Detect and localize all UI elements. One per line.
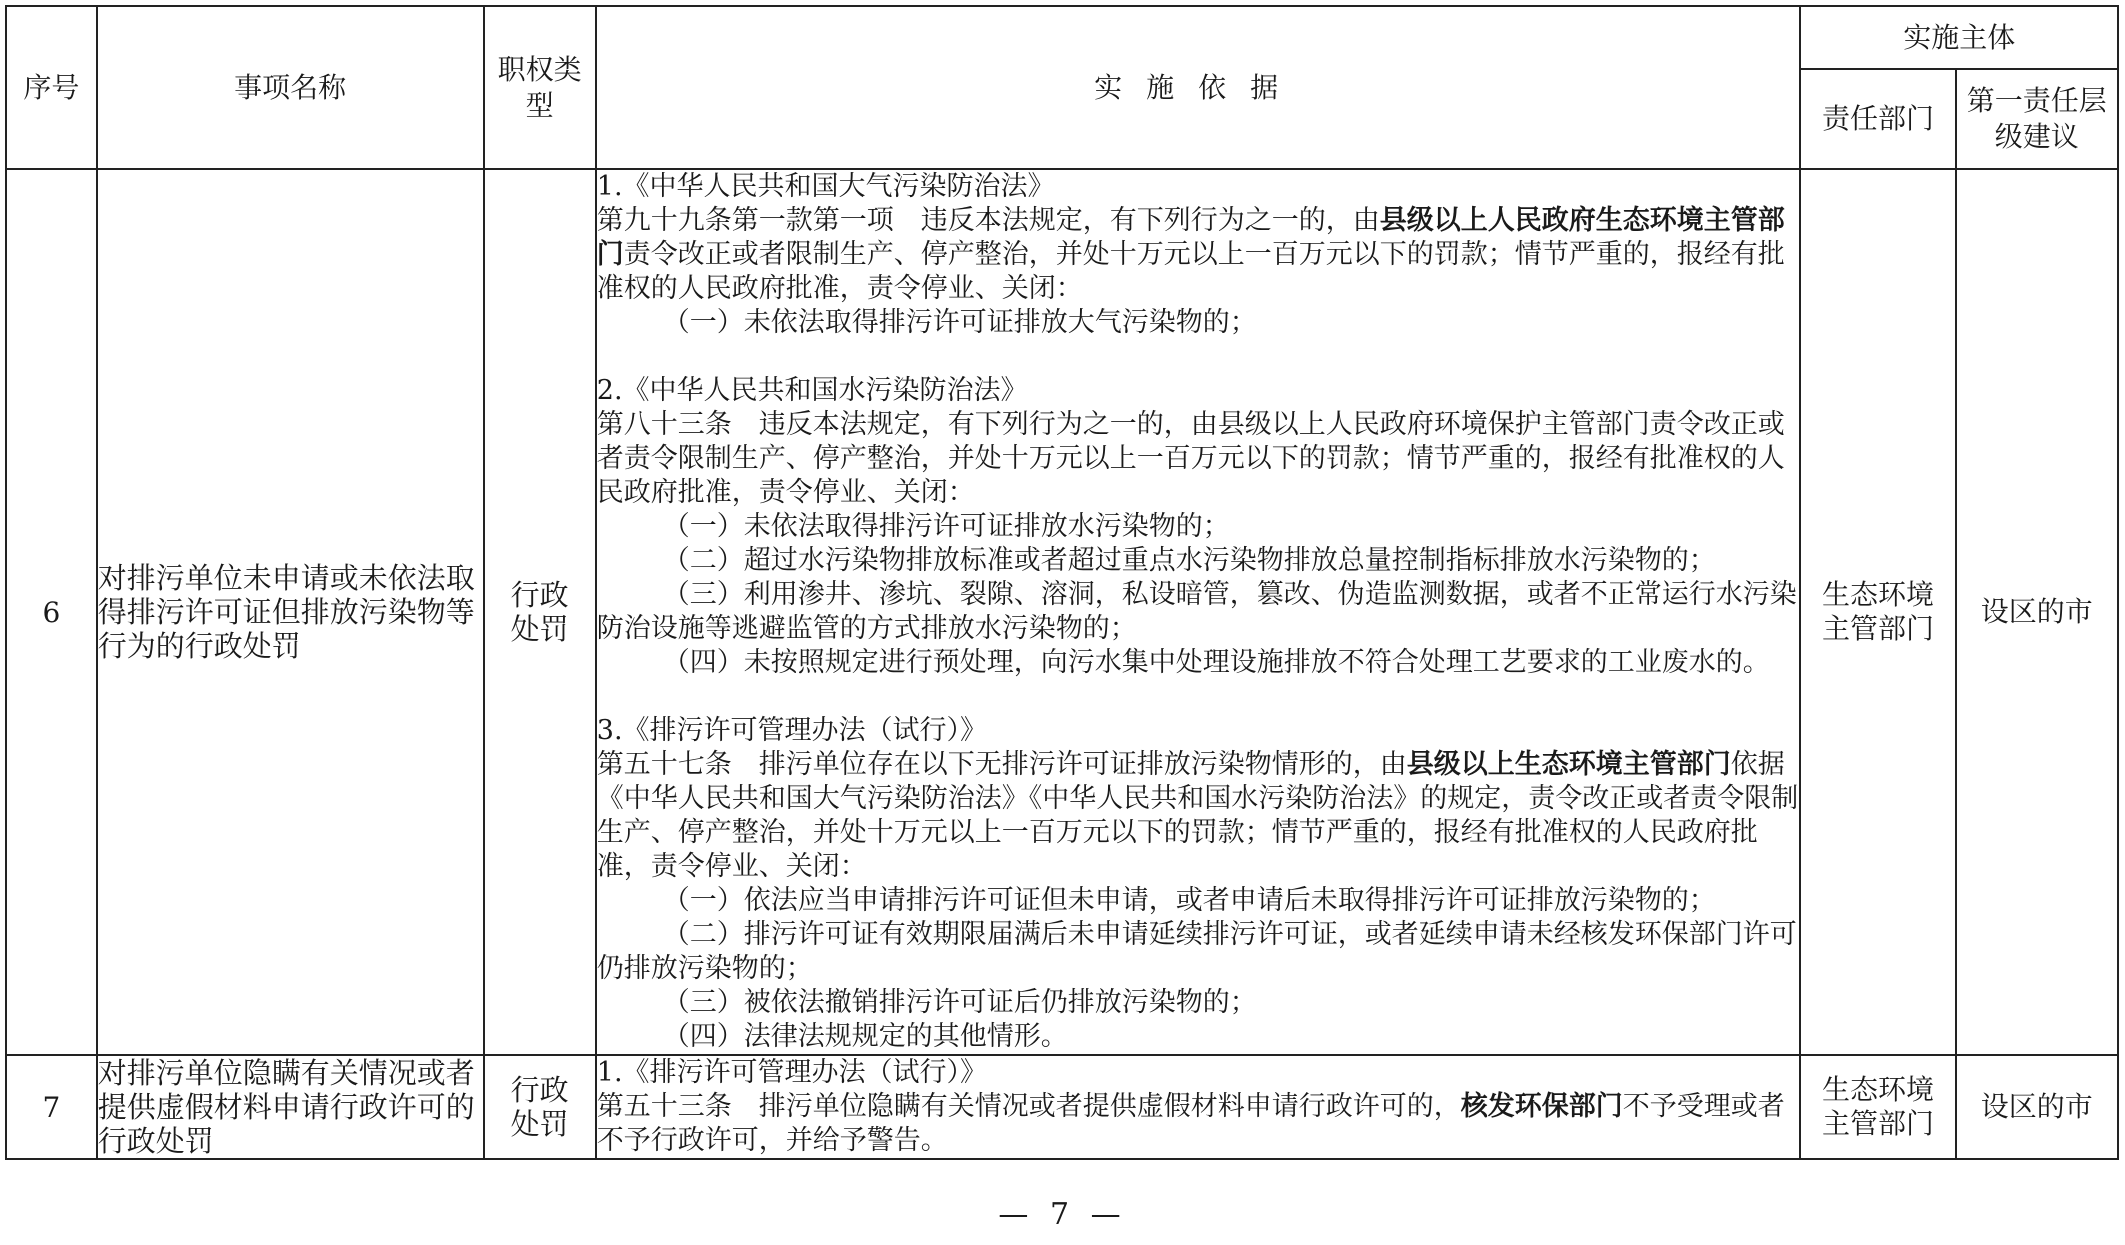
- basis-article: 第八十三条 违反本法规定，有下列行为之一的，由县级以上人民政府环境保护主管部门责令改正或者责令限制生产、停产整治，并处十万元以上一百万元以下的罚款；情节严重的，报经有批准权的人民政府批准，责令停业、关闭：: [596, 409, 1785, 508]
- basis-clause: （一）未依法取得排污许可证排放大气污染物的；: [662, 307, 1257, 338]
- emphasis-text: 县级以上生态环境主管部门: [1406, 749, 1731, 780]
- table-row: [6, 169, 2118, 1055]
- row-first-level: 设区的市: [1956, 1055, 2118, 1159]
- row-item-name: 对排污单位隐瞒有关情况或者提供虚假材料申请行政许可的行政处罚: [97, 1055, 484, 1159]
- header-index: 序号: [6, 6, 97, 169]
- basis-clause: （一）依法应当申请排污许可证但未申请，或者申请后未取得排污许可证排放污染物的；: [662, 885, 1716, 916]
- page-number: — 7 —: [998, 1197, 1127, 1232]
- header-basis: 实施依据: [596, 6, 1801, 169]
- emphasis-text: 核发环保部门: [1460, 1091, 1623, 1122]
- basis-law-title: 1.《排污许可管理办法（试行）》: [596, 1057, 988, 1088]
- row-basis: [596, 1055, 1801, 1159]
- row-authority-type: 行政处罚: [484, 1055, 596, 1159]
- basis-clause: （二）排污许可证有效期限届满后未申请延续排污许可证，或者延续申请未经核发环保部门许可仍排放污染物的；: [596, 919, 1797, 984]
- row-first-level: 设区的市: [1956, 169, 2118, 1055]
- row-index: 7: [6, 1055, 97, 1159]
- basis-clause: （四）法律法规规定的其他情形。: [662, 1021, 1068, 1052]
- row-responsible-dept: 生态环境主管部门: [1800, 1055, 1955, 1159]
- header-subject: 实施主体: [1800, 6, 2118, 69]
- header-responsible-dept: 责任部门: [1800, 69, 1955, 169]
- row-authority-type: 行政处罚: [484, 169, 596, 1055]
- basis-clause: （三）利用渗井、渗坑、裂隙、溶洞，私设暗管，篡改、伪造监测数据，或者不正常运行水污染防治设施等逃避监管的方式排放水污染物的；: [596, 579, 1797, 644]
- row-index: 6: [6, 169, 97, 1055]
- row-basis: [596, 169, 1801, 1055]
- basis-article: 第九十九条第一款第一项 违反本法规定，有下列行为之一的，由县级以上人民政府生态环境主管部门责令改正或者限制生产、停产整治，并处十万元以上一百万元以下的罚款；情节严重的，报经有批准权的人民政府批准，责令停业、关闭：: [596, 205, 1785, 304]
- basis-article: 第五十三条 排污单位隐瞒有关情况或者提供虚假材料申请行政许可的，核发环保部门不予受理或者不予行政许可，并给予警告。: [596, 1091, 1785, 1156]
- header-first-level: 第一责任层级建议: [1956, 69, 2118, 169]
- header-authority-type: 职权类型: [484, 6, 596, 169]
- row-responsible-dept: 生态环境主管部门: [1800, 169, 1955, 1055]
- basis-clause: （三）被依法撤销排污许可证后仍排放污染物的；: [662, 987, 1257, 1018]
- header-item-name: 事项名称: [97, 6, 484, 169]
- enforcement-table: [5, 5, 2119, 1160]
- basis-clause: （四）未按照规定进行预处理，向污水集中处理设施排放不符合处理工艺要求的工业废水的。: [662, 647, 1770, 678]
- basis-clause: （一）未依法取得排污许可证排放水污染物的；: [662, 511, 1230, 542]
- basis-clause: （二）超过水污染物排放标准或者超过重点水污染物排放总量控制指标排放水污染物的；: [662, 545, 1716, 576]
- basis-article: 第五十七条 排污单位存在以下无排污许可证排放污染物情形的，由县级以上生态环境主管部门依据《中华人民共和国大气污染防治法》《中华人民共和国水污染防治法》的规定，责令改正或者责令限制生产、停产整治，并处十万元以上一百万元以下的罚款；情节严重的，报经有批准权的人民政府批准，责令停业、关闭：: [596, 749, 1799, 882]
- basis-law-title: 3.《排污许可管理办法（试行）》: [596, 715, 988, 746]
- emphasis-text: 县级以上人民政府生态环境主管部门: [596, 205, 1785, 270]
- basis-law-title: 1.《中华人民共和国大气污染防治法》: [596, 171, 1055, 202]
- row-item-name: 对排污单位未申请或未依法取得排污许可证但排放污染物等行为的行政处罚: [97, 169, 484, 1055]
- table-row: [6, 1055, 2118, 1159]
- basis-law-title: 2.《中华人民共和国水污染防治法》: [596, 375, 1028, 406]
